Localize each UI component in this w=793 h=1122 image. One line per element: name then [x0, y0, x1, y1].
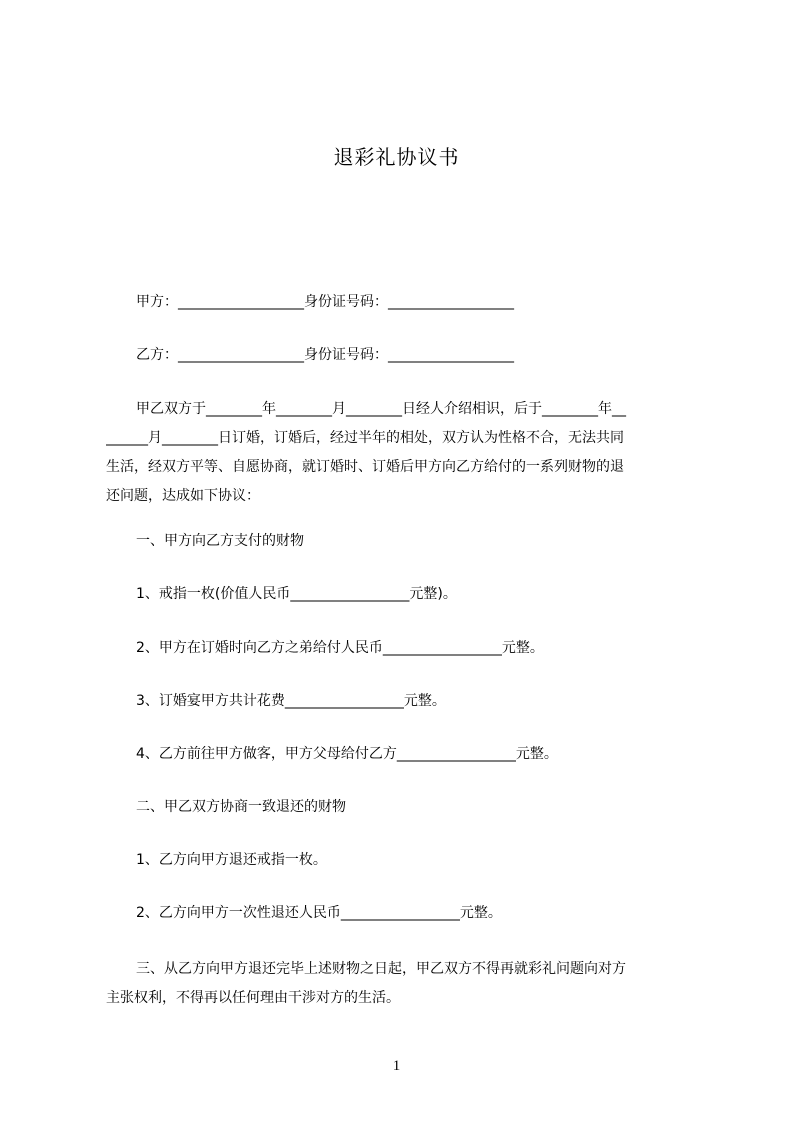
section3-paragraph: [106, 955, 698, 1013]
section2-item: 2、乙方向甲方一次性退还人民币_________________元整。: [136, 905, 502, 921]
page-number: 1: [392, 1058, 401, 1074]
section1-item: 1、戒指一枚(价值人民币_________________元整)。: [136, 586, 457, 602]
section1-heading: 一、甲方向乙方支付的财物: [136, 533, 304, 549]
intro-line: 生活，经双方平等、自愿协商，就订婚时、订婚后甲方向乙方给付的一系列财物的退: [106, 459, 624, 475]
intro-line: 甲乙双方于________年________月________日经人介绍相识，后于________年__: [136, 401, 626, 417]
section1-item: 2、甲方在订婚时向乙方之弟给付人民币_________________元整。: [136, 640, 544, 656]
section2-item: 1、乙方向甲方退还戒指一枚。: [136, 852, 327, 868]
party-a-line: 甲方：__________________身份证号码：__________________: [136, 294, 514, 310]
party-b-line: 乙方：__________________身份证号码：__________________: [136, 347, 514, 363]
section3-line: 三、从乙方向甲方退还完毕上述财物之日起，甲乙双方不得再就彩礼问题向对方: [136, 961, 626, 977]
intro-line: ______月________日订婚，订婚后，经过半年的相处，双方认为性格不合，无法共同: [106, 430, 624, 446]
section2-heading: 二、甲乙双方协商一致退还的财物: [136, 799, 346, 815]
document-title: 退彩礼协议书: [333, 145, 460, 169]
intro-paragraph: [106, 395, 698, 511]
section1-item: 4、乙方前往甲方做客，甲方父母给付乙方_________________元整。: [136, 746, 558, 762]
intro-line: 还问题，达成如下协议：: [106, 488, 260, 504]
section3-line: 主张权利，不得再以任何理由干涉对方的生活。: [106, 990, 400, 1006]
section1-item: 3、订婚宴甲方共计花费_________________元整。: [136, 693, 446, 709]
